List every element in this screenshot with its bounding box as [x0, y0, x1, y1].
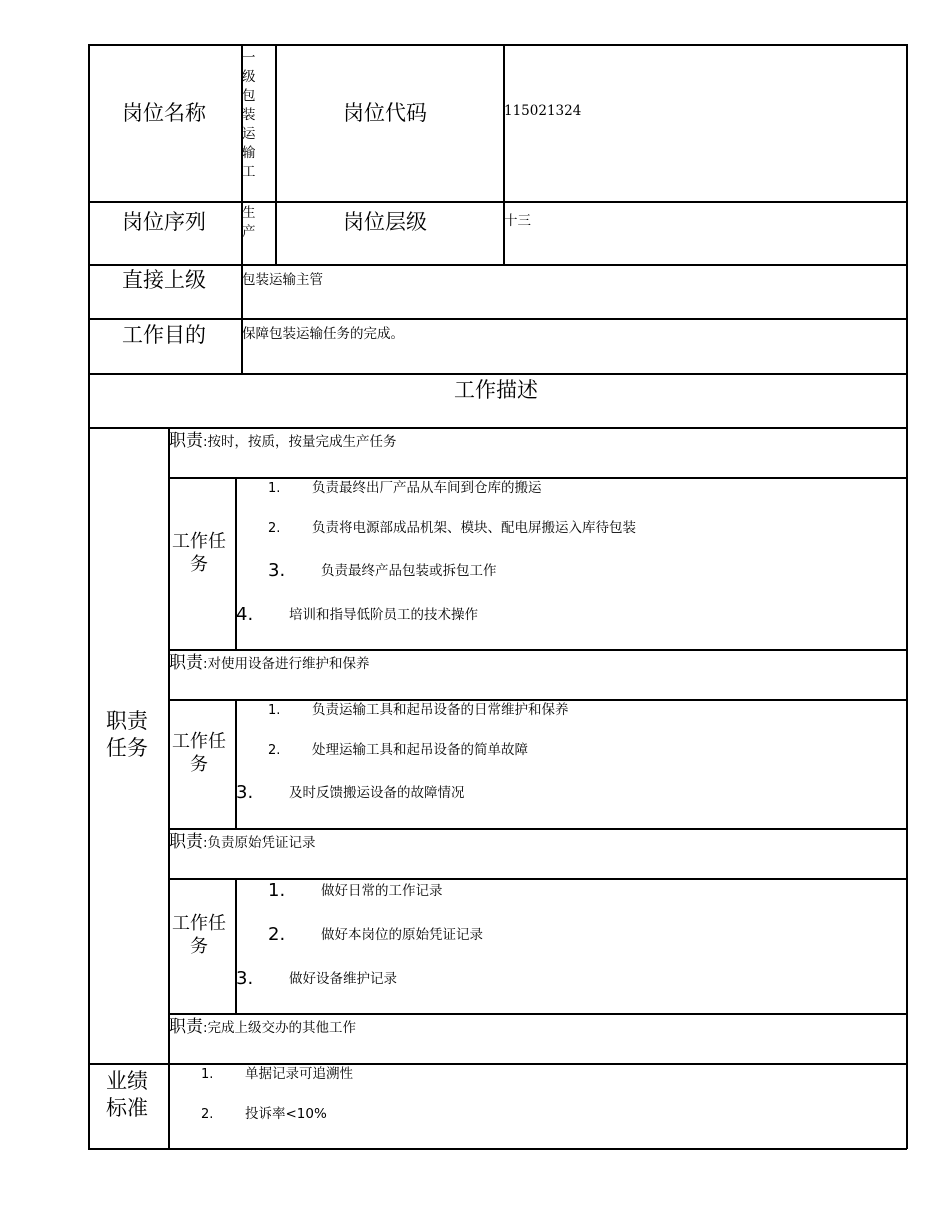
border-line: [88, 373, 907, 375]
duty-prefix: 职责: [169, 431, 203, 451]
purpose-value: 保障包装运输任务的完成。: [242, 326, 404, 342]
task-number: 4.: [236, 604, 254, 625]
post-name-value: 一级包装运输工: [242, 50, 256, 180]
duty-prefix: 职责: [169, 653, 203, 673]
post-name-label: 岗位名称: [122, 101, 206, 125]
duty-text: :负责原始凭证记录: [203, 835, 316, 851]
duty-text: :按时，按质，按量完成生产任务: [203, 434, 397, 450]
task-number: 3.: [268, 560, 286, 581]
task-text: 负责最终出厂产品从车间到仓库的搬运: [312, 480, 542, 496]
duty-prefix: 职责: [169, 832, 203, 852]
duty-row: [169, 1019, 356, 1036]
border-line: [503, 44, 505, 265]
task-text: 做好日常的工作记录: [321, 883, 443, 899]
task-label: 工作任务: [172, 913, 226, 957]
performance-number: 2.: [201, 1107, 214, 1122]
task-text: 培训和指导低阶员工的技术操作: [289, 607, 478, 623]
border-line: [168, 1013, 907, 1015]
border-line: [88, 1063, 907, 1065]
task-number: 3.: [236, 968, 254, 989]
sequence-value: 生产: [242, 205, 256, 240]
border-line: [88, 427, 907, 429]
border-line: [88, 318, 907, 320]
task-number: 2.: [268, 521, 281, 536]
border-line: [235, 878, 237, 1014]
border-line: [168, 477, 907, 479]
border-line: [168, 649, 907, 651]
task-number: 1.: [268, 481, 281, 496]
border-line: [88, 264, 907, 266]
border-line: [88, 201, 907, 203]
border-line: [88, 1148, 907, 1150]
performance-text: 投诉率<10%: [245, 1106, 327, 1122]
duty-text: :对使用设备进行维护和保养: [203, 656, 370, 672]
task-text: 及时反馈搬运设备的故障情况: [289, 785, 465, 801]
task-number: 2.: [268, 743, 281, 758]
purpose-label: 工作目的: [122, 323, 206, 347]
performance-text: 单据记录可追溯性: [245, 1066, 353, 1082]
border-line: [168, 828, 907, 830]
duty-row: [169, 433, 397, 450]
task-text: 负责最终产品包装或拆包工作: [321, 563, 497, 579]
task-text: 做好设备维护记录: [289, 971, 397, 987]
level-value: 十三: [504, 213, 531, 229]
task-text: 做好本岗位的原始凭证记录: [321, 927, 483, 943]
task-text: 负责运输工具和起吊设备的日常维护和保养: [312, 702, 569, 718]
task-number: 3.: [236, 782, 254, 803]
border-line: [88, 44, 907, 46]
superior-label: 直接上级: [122, 268, 206, 292]
description-title: 工作描述: [454, 378, 538, 402]
level-label: 岗位层级: [343, 210, 427, 234]
border-line: [168, 699, 907, 701]
task-number: 1.: [268, 880, 286, 901]
task-number: 2.: [268, 924, 286, 945]
border-line: [88, 44, 90, 1149]
superior-value: 包装运输主管: [242, 272, 323, 288]
performance-label: 业绩标准: [106, 1069, 148, 1120]
performance-number: 1.: [201, 1067, 214, 1082]
post-code-value: 115021324: [504, 103, 582, 119]
duty-row: [169, 834, 316, 851]
border-line: [235, 699, 237, 829]
duty-text: :完成上级交办的其他工作: [203, 1020, 357, 1036]
task-label: 工作任务: [172, 531, 226, 575]
task-number: 1.: [268, 703, 281, 718]
post-code-label: 岗位代码: [343, 101, 427, 125]
sequence-label: 岗位序列: [122, 210, 206, 234]
duty-prefix: 职责: [169, 1017, 203, 1037]
duties-label: 职责任务: [106, 709, 148, 760]
duty-row: [169, 655, 370, 672]
task-label: 工作任务: [172, 731, 226, 775]
border-line: [275, 44, 277, 265]
task-text: 负责将电源部成品机架、模块、配电屏搬运入库待包装: [312, 520, 636, 536]
border-line: [906, 44, 908, 1149]
task-text: 处理运输工具和起吊设备的简单故障: [312, 742, 528, 758]
